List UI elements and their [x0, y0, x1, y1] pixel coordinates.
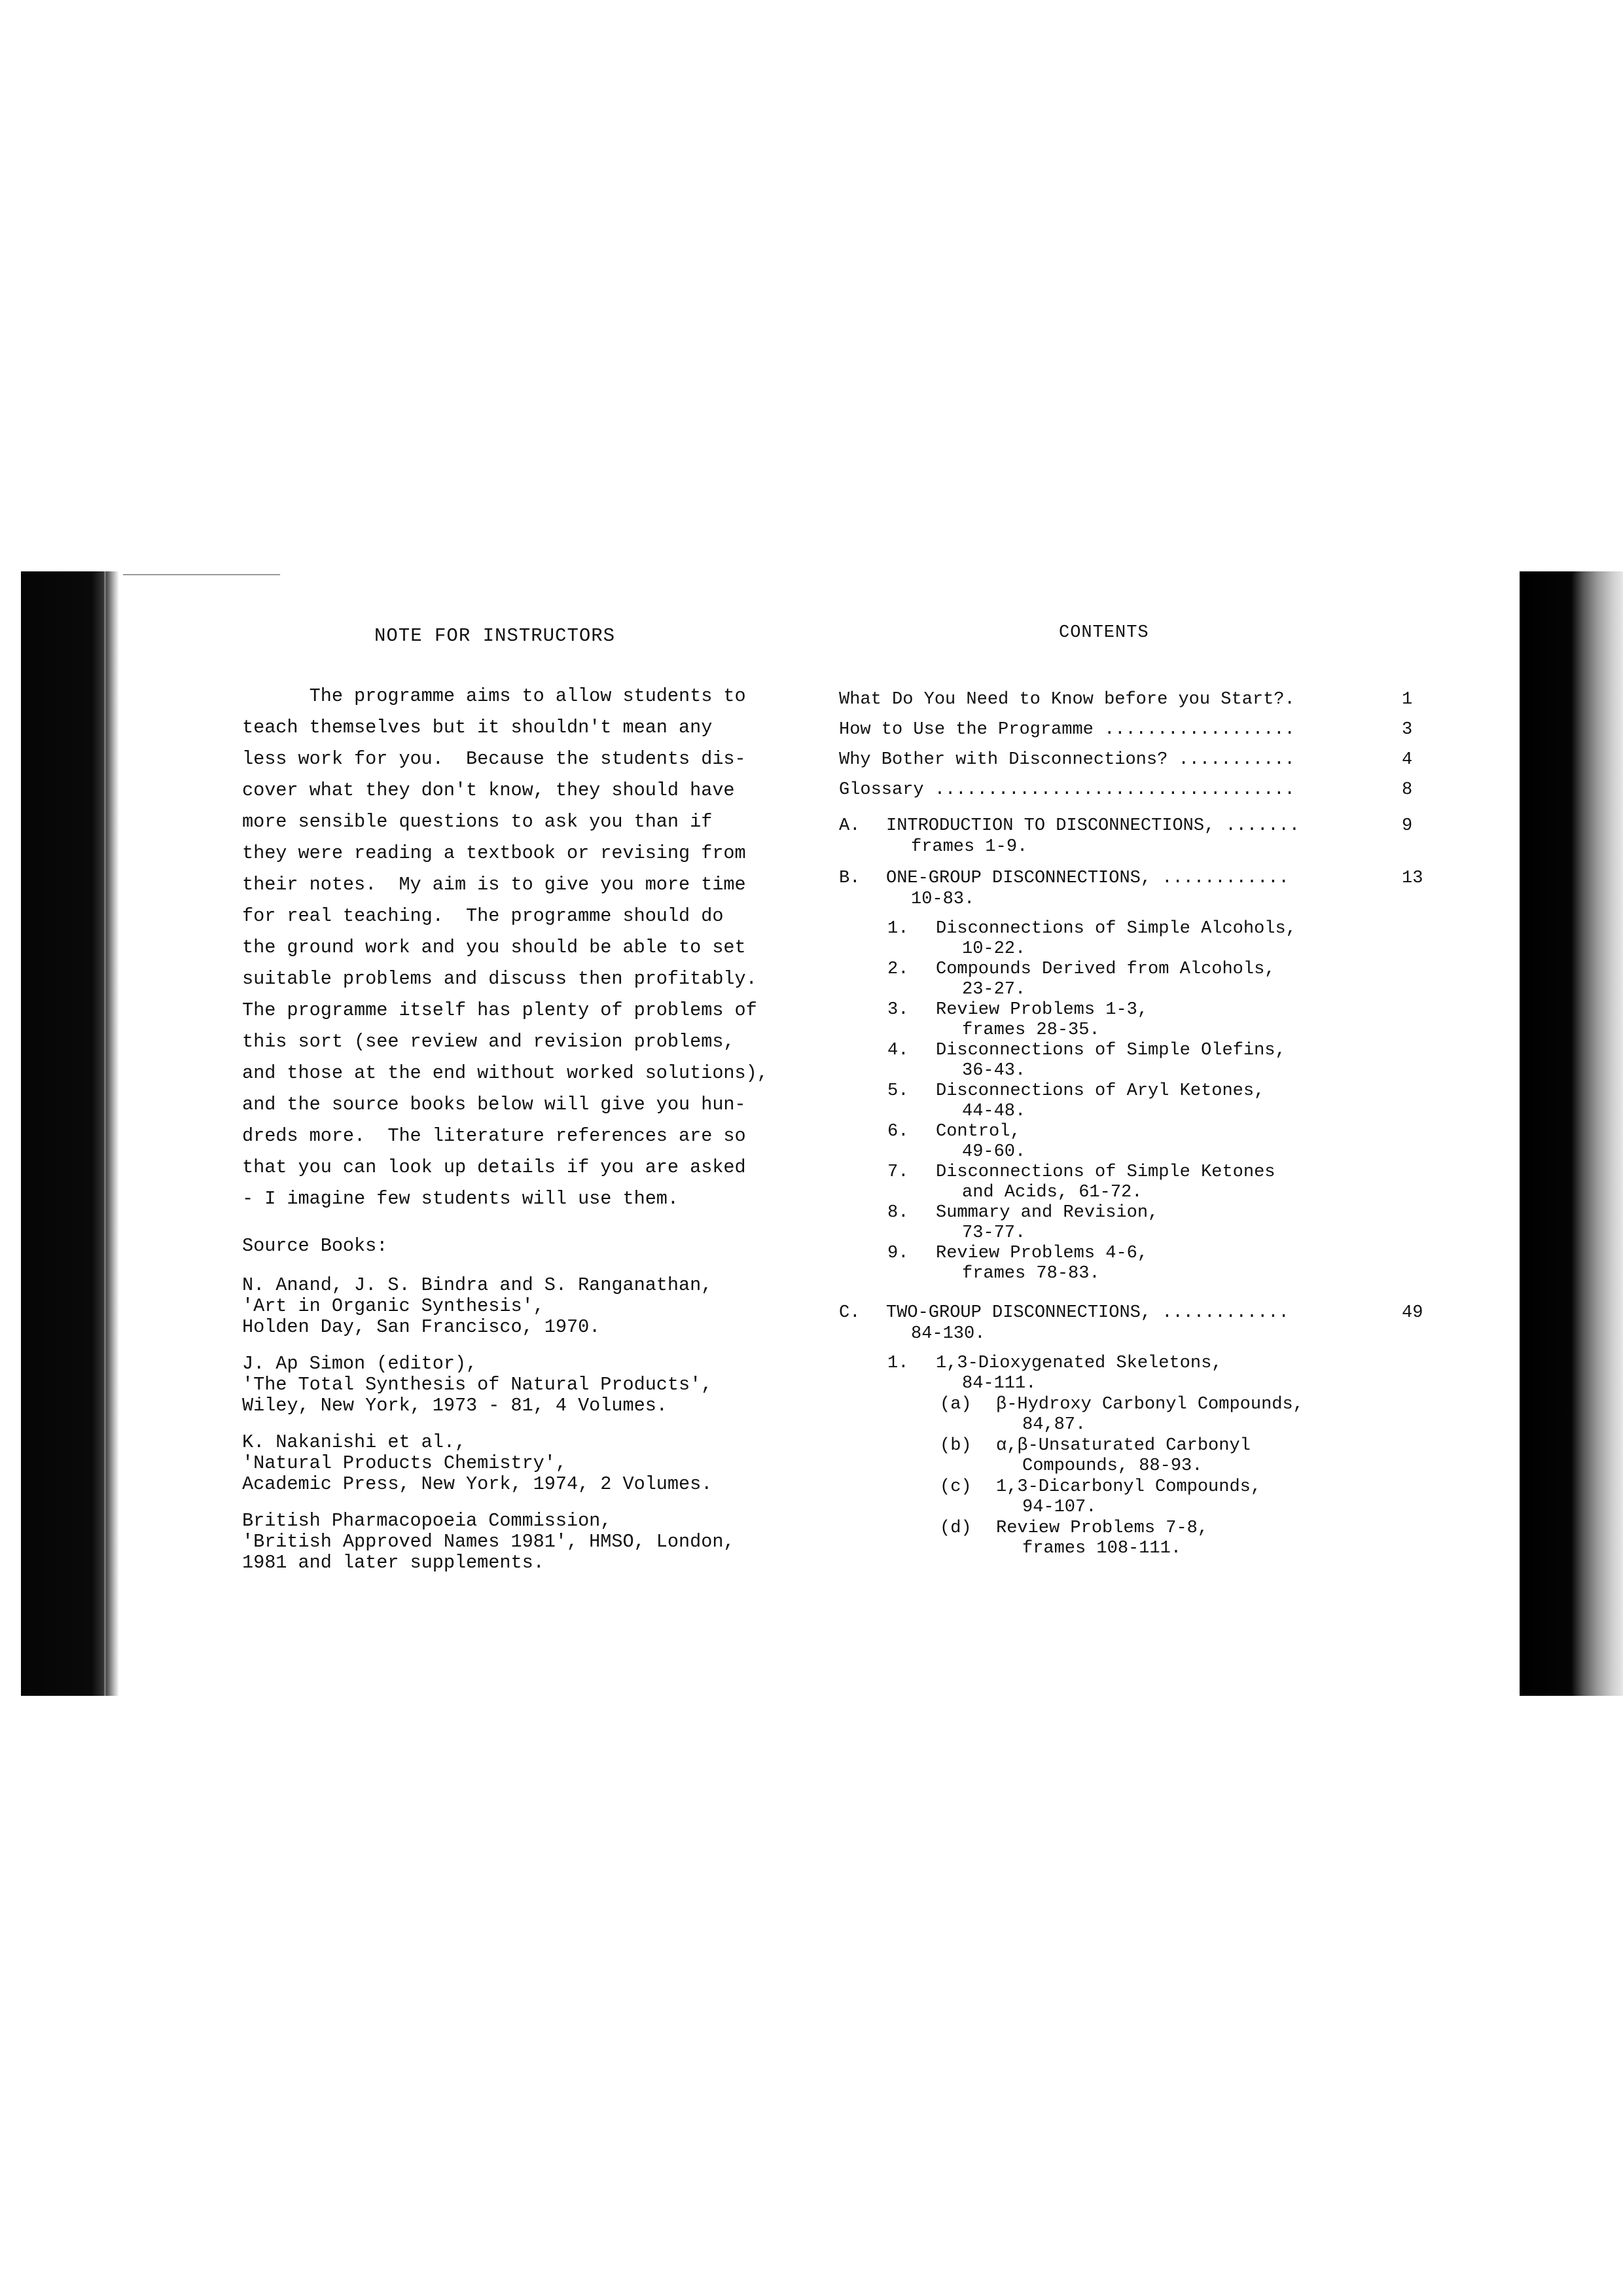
contents-section-b: [839, 868, 1493, 1284]
section-page: 49: [1402, 1303, 1423, 1323]
paragraph-line: dreds more. The literature references are so: [242, 1125, 746, 1147]
subentry-frames: frames 28-35.: [962, 1020, 1100, 1040]
entry-page: 8: [1402, 780, 1413, 800]
subsubentry-title: 1,3-Dicarbonyl Compounds,: [996, 1477, 1262, 1497]
subentry-title: Compounds Derived from Alcohols,: [936, 960, 1275, 979]
subentry-title: Control,: [936, 1122, 1021, 1141]
source-line: 'The Total Synthesis of Natural Products',: [242, 1374, 713, 1395]
section-page: 9: [1402, 816, 1413, 836]
right-page-heading: CONTENTS: [1059, 623, 1149, 643]
note-paragraph: [242, 681, 831, 1215]
contents-subentry: [839, 1162, 1493, 1203]
section-frames: 84-130.: [911, 1324, 986, 1344]
contents-entry: [839, 745, 1493, 775]
subentry-number: 2.: [887, 960, 909, 979]
subentry-title: Review Problems 1-3,: [936, 1000, 1149, 1020]
subsubentry-label: (d): [940, 1518, 972, 1538]
entry-title: What Do You Need to Know before you Start?.: [839, 690, 1295, 709]
source-line: 'British Approved Names 1981', HMSO, London,: [242, 1531, 735, 1552]
subentry-title: Disconnections of Aryl Ketones,: [936, 1081, 1265, 1101]
entry-title: Why Bother with Disconnections? ...........: [839, 750, 1295, 770]
contents-section-a: [839, 816, 1493, 857]
subsubentry-frames: Compounds, 88-93.: [1022, 1456, 1203, 1476]
paragraph-line: for real teaching. The programme should do: [242, 905, 724, 927]
paragraph-line: this sort (see review and revision problems,: [242, 1031, 735, 1052]
section-letter: B.: [839, 869, 861, 888]
subentry-frames: 44-48.: [962, 1102, 1026, 1121]
source-book-entry: [242, 1511, 831, 1573]
paragraph-line: teach themselves but it shouldn't mean any: [242, 717, 713, 738]
binding-rule: [104, 571, 106, 1696]
contents-subentry: [839, 1244, 1493, 1284]
subentry-number: 4.: [887, 1041, 909, 1060]
source-line: Academic Press, New York, 1974, 2 Volumes.: [242, 1473, 713, 1495]
section-frames: frames 1-9.: [911, 837, 1028, 857]
source-line: 1981 and later supplements.: [242, 1552, 544, 1573]
contents-subentry: [839, 1041, 1493, 1081]
contents-subentry: [839, 919, 1493, 960]
section-title: ONE-GROUP DISCONNECTIONS, ............: [886, 869, 1289, 888]
subentry-frames: and Acids, 61-72.: [962, 1183, 1143, 1202]
subsubentry-title: Review Problems 7-8,: [996, 1518, 1209, 1538]
subentry-title: Disconnections of Simple Olefins,: [936, 1041, 1286, 1060]
note-column: [242, 681, 831, 1573]
source-book-entry: [242, 1275, 831, 1338]
subentry-number: 9.: [887, 1244, 909, 1263]
subentry-frames: 73-77.: [962, 1223, 1026, 1243]
section-frames: 10-83.: [911, 889, 975, 909]
paragraph-line: - I imagine few students will use them.: [242, 1188, 679, 1210]
subentry-number: 1.: [887, 919, 909, 939]
source-book-entry: [242, 1432, 831, 1495]
subentry-frames: 49-60.: [962, 1142, 1026, 1162]
section-letter: C.: [839, 1303, 861, 1323]
paragraph-line: suitable problems and discuss then profitably.: [242, 968, 757, 990]
subsubentry-label: (a): [940, 1395, 972, 1414]
contents-subsubentry: [839, 1477, 1493, 1518]
subentry-title: Disconnections of Simple Ketones: [936, 1162, 1275, 1182]
contents-subsubentry: [839, 1518, 1493, 1559]
subsubentry-frames: 94-107.: [1022, 1498, 1097, 1517]
scan-edge-left: [21, 571, 119, 1696]
entry-title: How to Use the Programme ..................: [839, 720, 1295, 740]
contents-subentry: [839, 1000, 1493, 1041]
paragraph-line: that you can look up details if you are asked: [242, 1157, 746, 1178]
subsubentry-frames: 84,87.: [1022, 1415, 1086, 1435]
paragraph-line: and the source books below will give you hun-: [242, 1094, 746, 1115]
contents-section-c: [839, 1302, 1493, 1559]
contents-subentry: [839, 1081, 1493, 1122]
entry-title: Glossary ..................................: [839, 780, 1295, 800]
source-line: 'Art in Organic Synthesis',: [242, 1295, 544, 1317]
source-line: Holden Day, San Francisco, 1970.: [242, 1316, 601, 1338]
source-line: N. Anand, J. S. Bindra and S. Ranganathan,: [242, 1274, 713, 1296]
paragraph-line: more sensible questions to ask you than if: [242, 811, 713, 833]
subsubentry-label: (c): [940, 1477, 972, 1497]
contents-subentry: [839, 1122, 1493, 1162]
paragraph-line: they were reading a textbook or revising from: [242, 842, 746, 864]
contents-subentry: [839, 1354, 1493, 1394]
contents-entry: [839, 715, 1493, 745]
subentry-number: 6.: [887, 1122, 909, 1141]
subentry-number: 8.: [887, 1203, 909, 1223]
section-title: TWO-GROUP DISCONNECTIONS, ............: [886, 1303, 1289, 1323]
source-books-title: Source Books:: [242, 1235, 388, 1257]
subentry-frames: 36-43.: [962, 1061, 1026, 1081]
paragraph-line: The programme itself has plenty of problems of: [242, 999, 757, 1021]
subsubentry-title: α,β-Unsaturated Carbonyl: [996, 1436, 1251, 1456]
source-line: British Pharmacopoeia Commission,: [242, 1510, 612, 1532]
entry-page: 4: [1402, 750, 1413, 770]
subentry-number: 3.: [887, 1000, 909, 1020]
section-page: 13: [1402, 869, 1423, 888]
left-page-heading: NOTE FOR INSTRUCTORS: [374, 625, 616, 647]
subentry-frames: 84-111.: [962, 1374, 1037, 1393]
contents-column: [839, 685, 1493, 1559]
source-line: Wiley, New York, 1973 - 81, 4 Volumes.: [242, 1395, 668, 1416]
subentry-number: 7.: [887, 1162, 909, 1182]
subentry-title: Review Problems 4-6,: [936, 1244, 1149, 1263]
contents-entry: [839, 775, 1493, 805]
scan-edge-right: [1520, 571, 1623, 1696]
source-line: 'Natural Products Chemistry',: [242, 1452, 567, 1474]
subentry-number: 1.: [887, 1354, 909, 1373]
paragraph-line: the ground work and you should be able to set: [242, 937, 746, 958]
subentry-number: 5.: [887, 1081, 909, 1101]
subentry-frames: frames 78-83.: [962, 1264, 1100, 1283]
paragraph-line: The programme aims to allow students to: [242, 685, 746, 707]
top-rule: [123, 574, 280, 575]
section-title: INTRODUCTION TO DISCONNECTIONS, .......: [886, 816, 1300, 836]
subentry-frames: 23-27.: [962, 980, 1026, 999]
contents-subentry: [839, 960, 1493, 1000]
entry-page: 1: [1402, 690, 1413, 709]
contents-subentry: [839, 1203, 1493, 1244]
subentry-title: Summary and Revision,: [936, 1203, 1159, 1223]
paragraph-line: and those at the end without worked solutions),: [242, 1062, 768, 1084]
paragraph-line: less work for you. Because the students dis-: [242, 748, 746, 770]
entry-page: 3: [1402, 720, 1413, 740]
contents-subsubentry: [839, 1435, 1493, 1477]
source-book-entry: [242, 1354, 831, 1416]
source-line: K. Nakanishi et al.,: [242, 1431, 467, 1453]
subsubentry-frames: frames 108-111.: [1022, 1539, 1182, 1558]
subsubentry-title: β-Hydroxy Carbonyl Compounds,: [996, 1395, 1304, 1414]
source-line: J. Ap Simon (editor),: [242, 1353, 478, 1374]
subentry-title: 1,3-Dioxygenated Skeletons,: [936, 1354, 1222, 1373]
subsubentry-label: (b): [940, 1436, 972, 1456]
subentry-frames: 10-22.: [962, 939, 1026, 959]
paragraph-line: cover what they don't know, they should have: [242, 780, 735, 801]
paragraph-line: their notes. My aim is to give you more time: [242, 874, 746, 895]
contents-subsubentry: [839, 1394, 1493, 1435]
subentry-title: Disconnections of Simple Alcohols,: [936, 919, 1296, 939]
contents-entry: [839, 685, 1493, 715]
section-letter: A.: [839, 816, 861, 836]
